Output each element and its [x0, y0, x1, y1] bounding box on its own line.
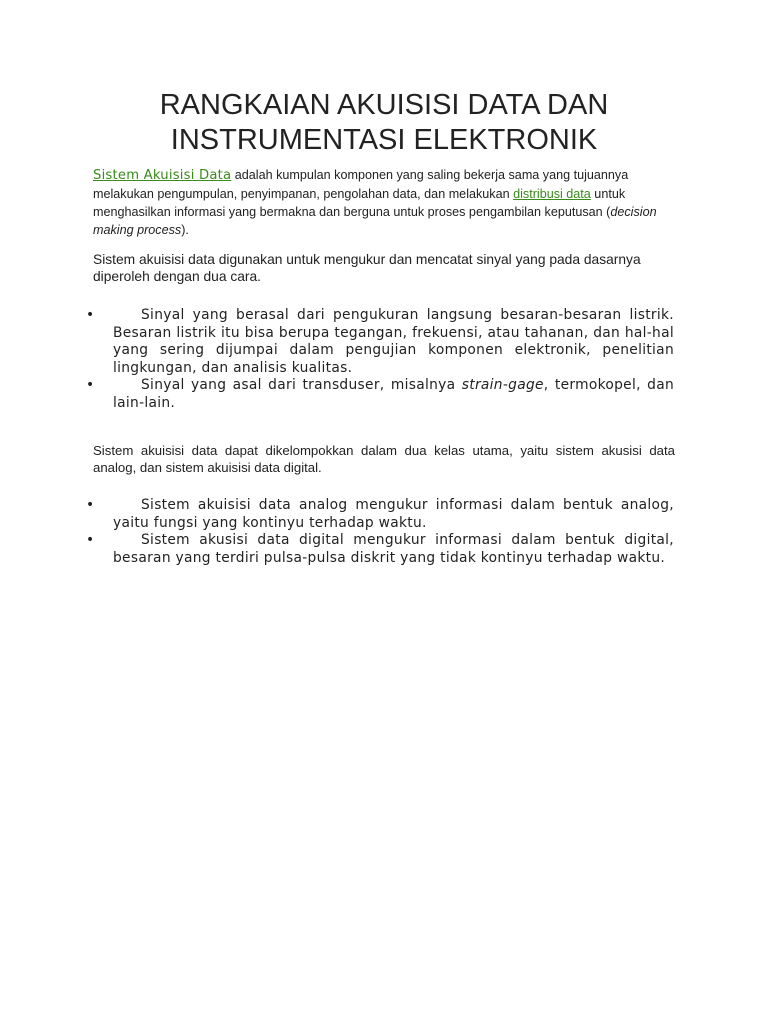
intro-text-2: untuk menghasilkan informasi yang bermakna dan berguna untuk proses pengambilan keputusan ( — [93, 187, 626, 219]
title-line-1: RANGKAIAN AKUISISI DATA DAN — [159, 89, 609, 121]
list-item — [78, 377, 674, 412]
intro-italic-term: decision making process — [93, 205, 657, 237]
bullet-icon: • — [86, 497, 95, 513]
classification-paragraph: Sistem akuisisi data dapat dikelompokkan dalam dua kelas utama, yaitu sistem akusisi data analog, dan sistem akuisisi data digital. — [93, 443, 675, 475]
list-item-text-end: , termokopel, dan lain-lain. — [113, 377, 675, 411]
system-class-list — [78, 497, 674, 567]
list-item — [78, 497, 674, 532]
bullet-icon: • — [86, 532, 95, 548]
intro-paragraph — [93, 166, 683, 239]
list-item — [78, 307, 674, 377]
bullet-icon: • — [86, 377, 95, 393]
list-item-text: Sinyal yang asal dari transduser, misalnya — [141, 377, 462, 393]
list-item-text: Sistem akuisisi data analog mengukur informasi dalam bentuk analog, yaitu fungsi yang kontinyu terhadap waktu. — [113, 497, 674, 531]
measurement-paragraph: Sistem akuisisi data digunakan untuk mengukur dan mencatat sinyal yang pada dasarnya diperoleh dengan dua cara. — [93, 252, 641, 284]
intro-text-3: ). — [181, 223, 189, 237]
bullet-icon: • — [86, 307, 95, 323]
list-item-text: Sinyal yang berasal dari pengukuran langsung besaran-besaran listrik. Besaran listrik itu bisa berupa tegangan, frekuensi, atau tahanan, dan hal-hal yang sering dijumpai dalam pengujian komponen elektronik, penelitian lingkungan, dan analisis kualitas. — [113, 307, 674, 376]
sistem-akuisisi-data-link[interactable]: Sistem Akuisisi Data — [93, 168, 232, 183]
title-line-2: INSTRUMENTASI ELEKTRONIK — [170, 124, 598, 156]
intro-text-1: adalah kumpulan komponen yang saling bekerja sama yang tujuannya melakukan pengumpulan, penyimpanan, pengolahan data, dan melakukan — [93, 168, 629, 201]
signal-source-list — [78, 307, 674, 412]
list-item — [78, 532, 674, 567]
distribusi-data-link[interactable]: distribusi data — [513, 187, 591, 201]
page-title — [60, 88, 708, 158]
list-item-italic: strain-gage — [461, 377, 544, 393]
list-item-text: Sistem akusisi data digital mengukur informasi dalam bentuk digital, besaran yang terdiri pulsa-pulsa diskrit yang tidak kontinyu terhadap waktu. — [113, 532, 674, 566]
